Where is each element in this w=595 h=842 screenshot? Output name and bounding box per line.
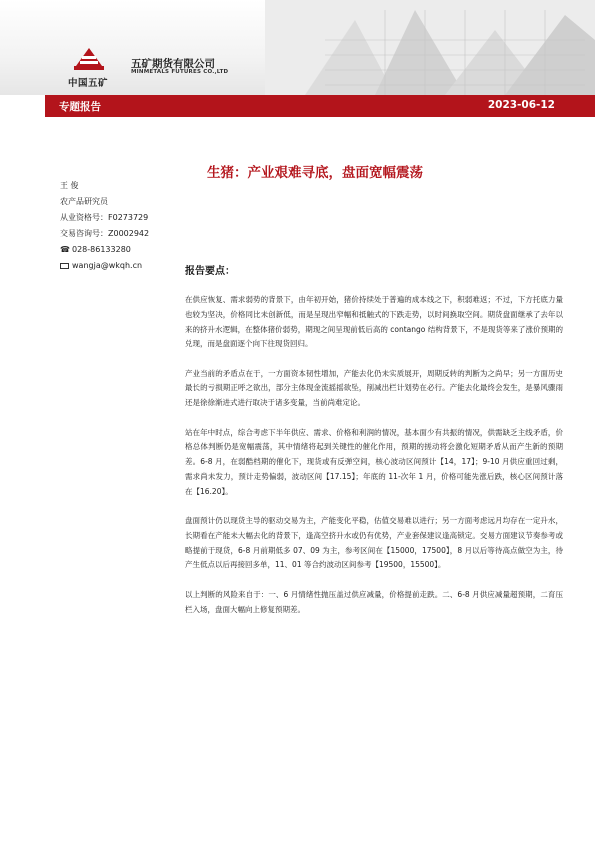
summary-paragraph-2: 产业当前的矛盾点在于，一方面资本韧性增加，产能去化仍未实质展开，周期反转的判断为之尚早；另一方面历史最长的亏损期正呼之欲出，部分主体现金流摇摇欲坠，削减出栏计划势在必行。产能去化最终会发生，是暴风骤雨还是徐徐渐进式进行取决于诸多变量，当前尚难定论。 xyxy=(185,368,563,408)
phone-icon: ☎ xyxy=(60,245,70,254)
report-banner xyxy=(45,95,595,117)
author-phone: 028-86133280 xyxy=(72,245,131,254)
author-email-row xyxy=(60,258,149,274)
page-header xyxy=(0,0,595,95)
page-title: 生猪：产业艰难寻底，盘面宽幅震荡 xyxy=(207,165,423,181)
logo-text: 中国五矿 xyxy=(68,78,109,89)
author-email[interactable]: wangja@wkqh.cn xyxy=(72,261,143,270)
company-logo xyxy=(66,44,126,94)
author-phone-row xyxy=(60,242,149,258)
author-name: 王 俊 xyxy=(60,181,79,190)
report-date: 2023-06-12 xyxy=(487,99,555,111)
mail-icon xyxy=(60,263,69,269)
summary-paragraph-4: 盘面预计仍以现货主导的驱动交易为主，产能变化平稳，估值交易难以进行；另一方面考虑远月均存在一定升水，长期看在产能未大幅去化的背景下，逢高空挤升水或仍有优势，产业套保建议逢高锁定。交易方面建议节奏参考或略提前于现货，6-8 月前期低多 07、09 为主，参考区间在【15000，17500】，8 月以后等待高点做空为主，待产生低点以后再接回多单，11、01 等合约波动区间参考【19500，15500】。 xyxy=(185,516,563,570)
author-consult-id: 交易咨询号：Z0002942 xyxy=(60,229,150,238)
author-qualification: 从业资格号：F0273729 xyxy=(60,213,149,222)
summary-paragraph-3: 站在年中时点，综合考虑下半年供应、需求、价格和利润的情况，基本面少有共振的情况，供需缺乏主线矛盾，价格总体判断仍是宽幅震荡，其中情绪将起到关键性的催化作用，预期的搓动将会激化短期矛盾从而产生新的预期差。6-8 月，在弱酷档期的催化下，现货或有反弹空间，核心波动区间预计【14，17】；9-10 月供应重回过剩，需求尚未发力，预计走势偏弱，波动区间【17.15】；年底的 11-次年 1 月，价格可能先涨后跌，核心区间预计落在【16.20】。 xyxy=(185,427,563,496)
author-role: 农产品研究员 xyxy=(60,197,108,206)
summary-body xyxy=(185,293,563,632)
company-name-cn: 五矿期货有限公司 xyxy=(131,58,215,70)
minmetals-emblem-icon xyxy=(72,44,106,74)
company-name-en: MINMETALS FUTURES CO.,LTD xyxy=(131,69,229,75)
summary-heading: 报告要点： xyxy=(185,266,235,277)
report-type: 专题报告 xyxy=(59,101,101,113)
building-graphic xyxy=(265,0,595,95)
summary-paragraph-1: 在供应恢复、需求弱势的背景下，由年初开始，猪价持续处于普遍的成本线之下，积弱难返；不过，下方托底力量也较为坚决，价格同比未创新低，而是呈现出窄幅和抵触式的下跌走势，以时间换取空间。期货盘面继承了去年以来的挤升水逻辑，在整体猪价弱势，期现之间呈现前低后高的 contango 结构背景下，不是现货等来了涨价预期的兑现，而是盘面逐个向下往现货回归。 xyxy=(185,295,563,349)
summary-paragraph-5: 以上判断的风险来自于：一、6 月情绪性抛压盖过供应减量，价格提前走跌。二、6-8 月供应减量超预期，二育压栏入场，盘面大幅向上修复预期差。 xyxy=(185,589,563,614)
author-info xyxy=(60,178,149,274)
